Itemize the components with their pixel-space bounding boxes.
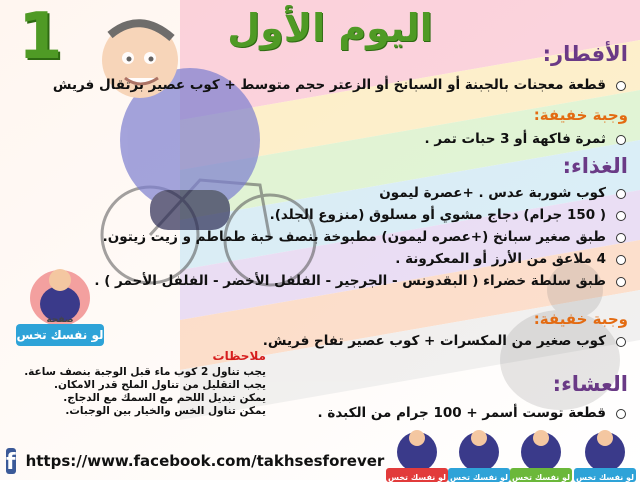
dinner-heading: العشاء: (552, 372, 628, 396)
facebook-bar[interactable] (6, 446, 385, 476)
note-line: يمكن تبديل اللحم مع السمك مع الدجاج. (63, 392, 266, 404)
facebook-link[interactable]: https://www.facebook.com/takhsesforever (25, 452, 385, 470)
list-item: كوب شوربة عدس . +عصرة ليمون (94, 182, 630, 204)
breakfast-list (53, 74, 630, 96)
list-item: 4 ملاعق من الأرز أو المعكرونة . (94, 248, 630, 270)
logo-text: لو نفسك تخس (449, 473, 509, 482)
list-item: طبق صغير سبانخ (+عصره ليمون) مطبوخة بنصف حبة طماطم و زيت زيتون. (94, 226, 630, 248)
snack-heading: وجبة خفيفة: (533, 106, 628, 124)
snack-heading: وجبة خفيفة: (533, 310, 628, 328)
note-line: يجب التقليل من تناول الملح قدر الامكان. (54, 379, 266, 391)
note-line: يمكن تناول الخس والخيار بين الوجبات. (65, 405, 266, 417)
list-item: قطعة معجنات بالجبنة أو السبانخ أو الزعتر حجم متوسط + كوب عصير برتقال فريش (53, 74, 630, 96)
logo-thumbnail (508, 426, 574, 484)
logo-thumbnail (572, 426, 638, 484)
dinner-list (318, 402, 630, 424)
day-number: 1 (18, 0, 63, 74)
logo-text: لو نفسك تخس (387, 473, 447, 482)
snack-list (263, 330, 630, 352)
facebook-icon[interactable]: f (6, 450, 16, 475)
lunch-list (94, 182, 630, 292)
logo-label-small: صفحة (46, 315, 74, 325)
list-item: ( 150 جرام) دجاج مشوي أو مسلوق (منزوع الجلد). (94, 204, 630, 226)
list-item: ثمرة فاكهة أو 3 حبات تمر . (425, 128, 631, 150)
logo-text: لو نفسك تخس (575, 473, 635, 482)
note-line: يجب تناول 2 كوب ماء قبل الوجبة بنصف ساعة. (24, 366, 266, 378)
page-title: اليوم الأول (227, 6, 433, 50)
logo-text: لو نفسك تخس (511, 473, 571, 482)
snack-list (425, 128, 631, 150)
list-item: طبق سلطة خضراء ( البقدونس - الجرجير - الفلفل الأخضر - الفلفل الأحمر ) . (94, 270, 630, 292)
breakfast-heading: الأفطار: (542, 42, 628, 66)
logo-thumbnail (384, 426, 450, 484)
lunch-heading: الغذاء: (562, 154, 628, 178)
page-logo (16, 262, 104, 348)
notes-box (8, 350, 266, 418)
logo-thumbnail (446, 426, 512, 484)
notes-title: ملاحظات (212, 349, 266, 363)
list-item: قطعة توست أسمر + 100 جرام من الكبدة . (318, 402, 630, 424)
logo-text: لو نفسك تخس (16, 328, 104, 342)
list-item: كوب صغير من المكسرات + كوب عصير تفاح فريش. (263, 330, 630, 352)
